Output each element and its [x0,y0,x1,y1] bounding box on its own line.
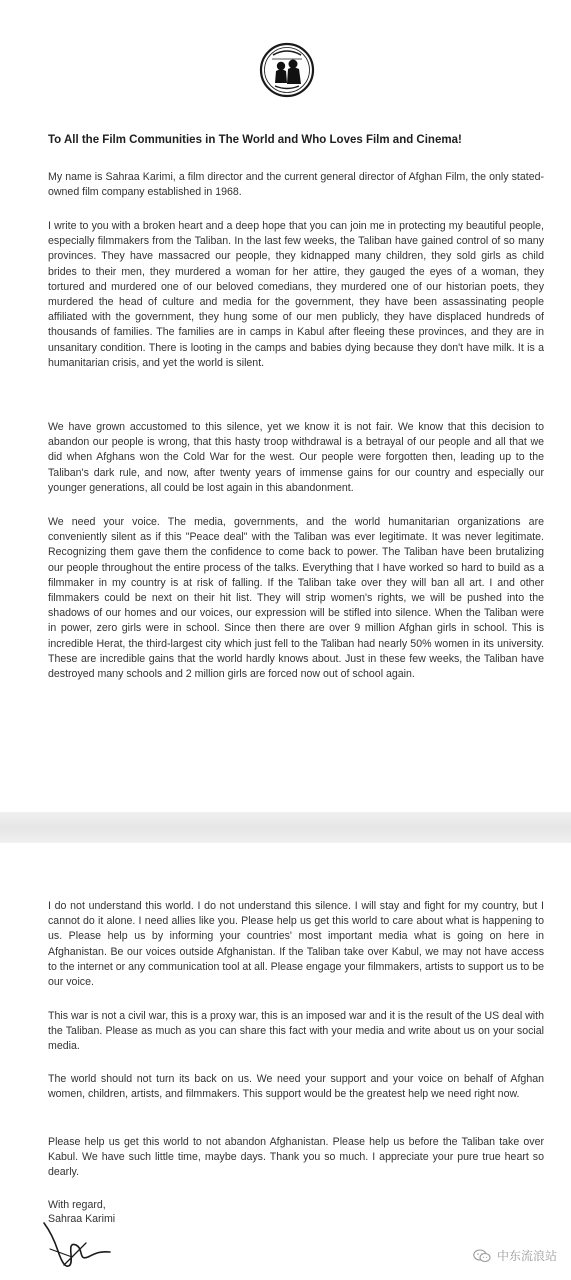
page-separator [0,812,571,843]
not-understand-paragraph: I do not understand this world. I do not understand this silence. I will stay and fight for my country, but I cannot do it alone. I need allies like you. Please help us get this world to care about what is happening to us. Please help us by informing your countries' most important media what is going on here in Afghanistan. Be our voices outside Afghanistan. If the Taliban take over Kabul, we may not have access to the internet or any communication tool at all. Please engage your filmmakers, artists to support us to be our voice. [48,900,544,989]
silence-paragraph: We have grown accustomed to this silence, yet we know it is not fair. We know that this decision to abandon our people is wrong, that this hasty troop withdrawal is a betrayal of our people and all that we did when Afghans won the Cold War for the west. Our people were forgotten then, leading up to the Taliban's dark rule, and now, after twenty years of immense gains for our country and especially our younger generations, all could be lost again in this abandonment. [48,421,544,494]
intro-paragraph: My name is Sahraa Karimi, a film director and the current general director of Afghan Film, the only stated-owned film company established in 1968. [48,171,544,199]
need-voice-paragraph: We need your voice. The media, governments, and the world humanitarian organizations are conveniently silent as if this "Peace deal" with the Taliban was ever legitimate. It was never legitimate. Recognizing them gave them the confidence to come back to power. The Taliban have been brutalizing our people throughout the entire process of the talks. Everything that I have worked so hard to build as a filmmaker in my country is at risk of falling. If the Taliban take over they will ban all art. I and other filmmakers could be next on their hit list. They will strip women's rights, we will be pushed into the shadows of our homes and our voices, our expression will be stifled into silence. When the Taliban were in power, zero girls were in school. Since then there are over 9 million Afghan girls in school. This is incredible Herat, the third-largest city which just fell to the Taliban had nearly 50% women in its university. These are incredible gains that the world hardly knows about. Just in these few weeks, the Taliban have destroyed many schools and 2 million girls are forced now out of school again. [48,516,544,681]
wechat-icon [473,1249,491,1263]
letter-heading: To All the Film Communities in The World and Who Loves Film and Cinema! [48,134,462,146]
turn-back-paragraph: The world should not turn its back on us. We need your support and your voice on behalf of Afghan women, children, artists, and filmmakers. This support would be the greatest help we need right now. [48,1073,544,1101]
watermark [473,1247,557,1264]
letter-page-2 [0,843,571,1280]
watermark-text: 中东流浪站 [496,1249,557,1263]
closing-line: With regard, [48,1199,106,1211]
afghan-film-logo [259,42,315,98]
handwritten-signature [36,1221,126,1273]
broken-heart-paragraph: I write to you with a broken heart and a deep hope that you can join me in protecting my beautiful people, especially filmmakers from the Taliban. In the last few weeks, the Taliban have gained control of so many provinces. They have massacred our people, they kidnapped many children, they sold girls as child brides to their men, they murdered a woman for her attire, they gauged the eyes of a woman, they tortured and murdered one of our beloved comedians, they murdered one of our historian poets, they murdered the head of culture and media for the government, they have been assassinating people affiliated with the government, they hung some of our men publicly, they have displaced hundreds of thousands of families. The families are in camps in Kabul after fleeing these provinces, and they are in unsanitary condition. There is looting in the camps and babies dying because they don't have milk. It is a humanitarian crisis, and yet the world is silent. [48,220,544,369]
signer-name: Sahraa Karimi [48,1213,116,1225]
proxy-war-paragraph: This war is not a civil war, this is a proxy war, this is an imposed war and it is the result of the US deal with the Taliban. Please as much as you can share this fact with your media and write about us on your social media. [48,1010,544,1053]
help-us-paragraph: Please help us get this world to not abandon Afghanistan. Please help us before the Taliban take over Kabul. We have such little time, maybe days. Thank you so much. I appreciate your pure true heart so dearly. [48,1136,544,1179]
